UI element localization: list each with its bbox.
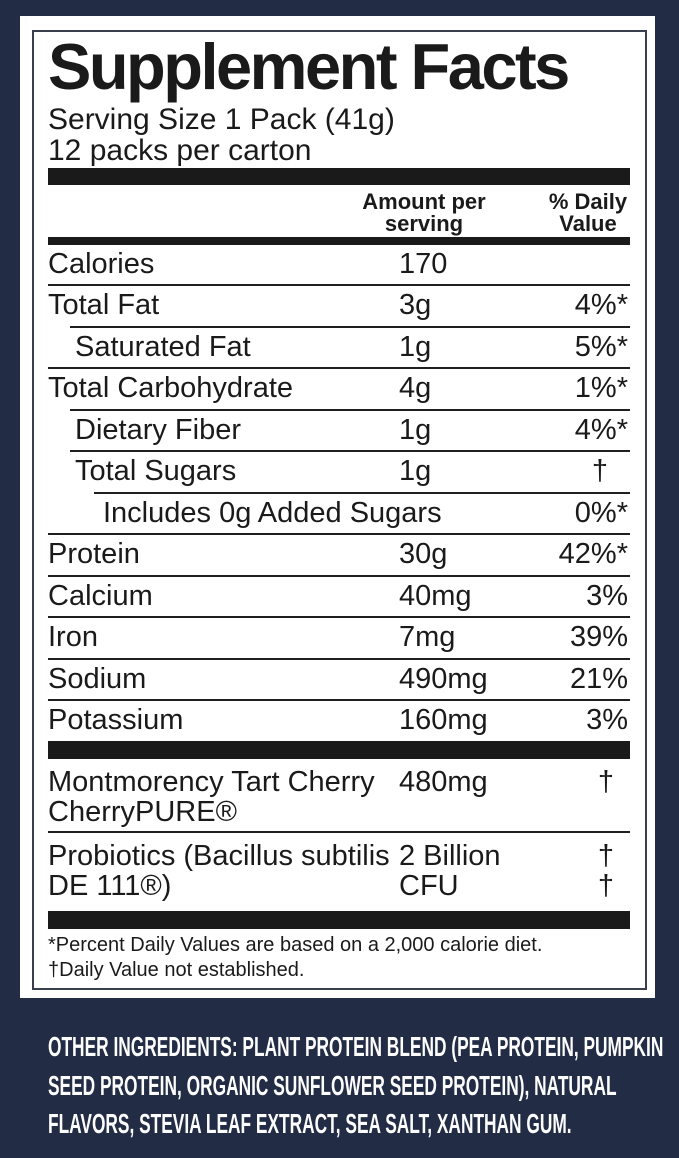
- nutrient-name: Total Sugars: [75, 455, 237, 488]
- servings-per-container-text: 12 packs per carton: [48, 134, 312, 167]
- nutrient-name: Dietary Fiber: [75, 413, 241, 446]
- section-bar: [48, 741, 630, 759]
- nutrient-daily-value: 39%: [569, 621, 628, 654]
- nutrient-daily-value: 42%*: [558, 538, 628, 571]
- nutrient-amount: 170: [399, 247, 448, 280]
- table-row: [48, 618, 634, 658]
- botanical-daily-value: [532, 841, 634, 901]
- botanical-daily-value: [532, 767, 634, 827]
- nutrient-amount: 1g: [399, 455, 432, 488]
- nutrient-amount: 490mg: [399, 662, 488, 695]
- nutrient-name: Sodium: [48, 662, 147, 695]
- botanical-name-line2: DE 111®): [48, 869, 172, 902]
- table-row: [48, 245, 634, 285]
- amount-per-serving-header: [344, 188, 504, 236]
- botanical-amount: 480mg: [399, 765, 488, 798]
- nutrient-amount: 1g: [399, 330, 432, 363]
- nutrient-amount: 30g: [399, 538, 448, 571]
- daily-value-header: [538, 188, 638, 236]
- table-row: [48, 701, 634, 741]
- dv-header-line1: % Daily: [548, 188, 628, 214]
- table-row: [48, 660, 634, 700]
- dagger-symbol: †: [597, 869, 614, 902]
- supplement-facts-box: [32, 30, 647, 990]
- table-row: [48, 452, 634, 492]
- dv-header-line2: Value: [559, 210, 617, 236]
- dagger-symbol: †: [597, 765, 614, 798]
- nutrient-name: Calcium: [48, 579, 153, 612]
- amount-header-line1: Amount per: [362, 188, 486, 214]
- botanical-row: [48, 833, 634, 909]
- nutrient-daily-value: 5%*: [574, 330, 628, 363]
- botanical-amount: 2 Billion CFU: [399, 839, 501, 902]
- other-ingredients-line2: SEED PROTEIN, ORGANIC SUNFLOWER SEED PROTEIN), NATURAL: [48, 1069, 617, 1101]
- other-ingredients-line3: FLAVORS, STEVIA LEAF EXTRACT, SEA SALT, XANTHAN GUM.: [48, 1108, 572, 1139]
- table-row: [48, 328, 634, 368]
- nutrient-amount: 1g: [399, 413, 432, 446]
- nutrient-name: Calories: [48, 247, 155, 280]
- nutrient-name: Saturated Fat: [75, 330, 251, 363]
- botanical-name: [48, 841, 393, 901]
- label-panel: [20, 16, 655, 998]
- table-row: [48, 369, 634, 409]
- nutrient-amount: 3g: [399, 289, 432, 322]
- table-row: [48, 577, 634, 617]
- botanical-name-line1: Probiotics (Bacillus subtilis: [48, 839, 390, 872]
- nutrient-daily-value: 3%: [586, 704, 628, 737]
- nutrient-amount: 40mg: [399, 579, 472, 612]
- botanical-name-line1: Montmorency Tart Cherry: [48, 765, 375, 798]
- nutrient-name: Iron: [48, 621, 98, 654]
- nutrient-daily-value: 4%*: [574, 289, 628, 322]
- nutrient-daily-value: 0%*: [574, 496, 628, 529]
- table-row: [48, 535, 634, 575]
- footnote-daily-values: *Percent Daily Values are based on a 2,000 calorie diet.: [48, 933, 543, 956]
- other-ingredients-line1: OTHER INGREDIENTS: PLANT PROTEIN BLEND (PEA PROTEIN, PUMPKIN: [48, 1031, 664, 1062]
- nutrient-daily-value: 4%*: [574, 413, 628, 446]
- nutrient-name: Protein: [48, 538, 140, 571]
- nutrient-name: Includes 0g Added Sugars: [103, 496, 442, 529]
- serving-size-text: Serving Size 1 Pack (41g): [48, 102, 395, 136]
- thick-bar-top: [48, 168, 630, 185]
- nutrient-daily-value: 1%*: [574, 372, 628, 405]
- supplement-facts-title: Supplement Facts: [48, 30, 568, 103]
- dagger-symbol: †: [597, 839, 614, 872]
- botanical-name: [48, 767, 393, 827]
- nutrient-daily-value: 21%: [569, 662, 628, 695]
- botanical-name-line2: CherryPURE®: [48, 795, 237, 828]
- table-header: [48, 185, 634, 237]
- header-separator-bar: [48, 237, 630, 245]
- nutrient-daily-value: †: [591, 455, 608, 488]
- table-row: [48, 411, 634, 451]
- footnote-dagger: †Daily Value not established.: [48, 959, 305, 981]
- nutrient-name: Potassium: [48, 704, 184, 737]
- amount-header-line2: serving: [384, 210, 464, 236]
- dagger-symbol: [532, 797, 614, 827]
- nutrient-amount: 7mg: [399, 621, 456, 654]
- nutrient-name: Total Carbohydrate: [48, 372, 294, 405]
- bottom-bar: [48, 911, 630, 929]
- nutrient-amount: 160mg: [399, 704, 488, 737]
- nutrient-amount: 4g: [399, 372, 432, 405]
- footnotes: [48, 933, 634, 984]
- other-ingredients-section: [48, 1028, 664, 1144]
- nutrient-name: Total Fat: [48, 289, 160, 322]
- table-row: [48, 286, 634, 326]
- botanical-row: [48, 759, 634, 831]
- table-row: [48, 494, 634, 534]
- nutrient-daily-value: 3%: [586, 579, 628, 612]
